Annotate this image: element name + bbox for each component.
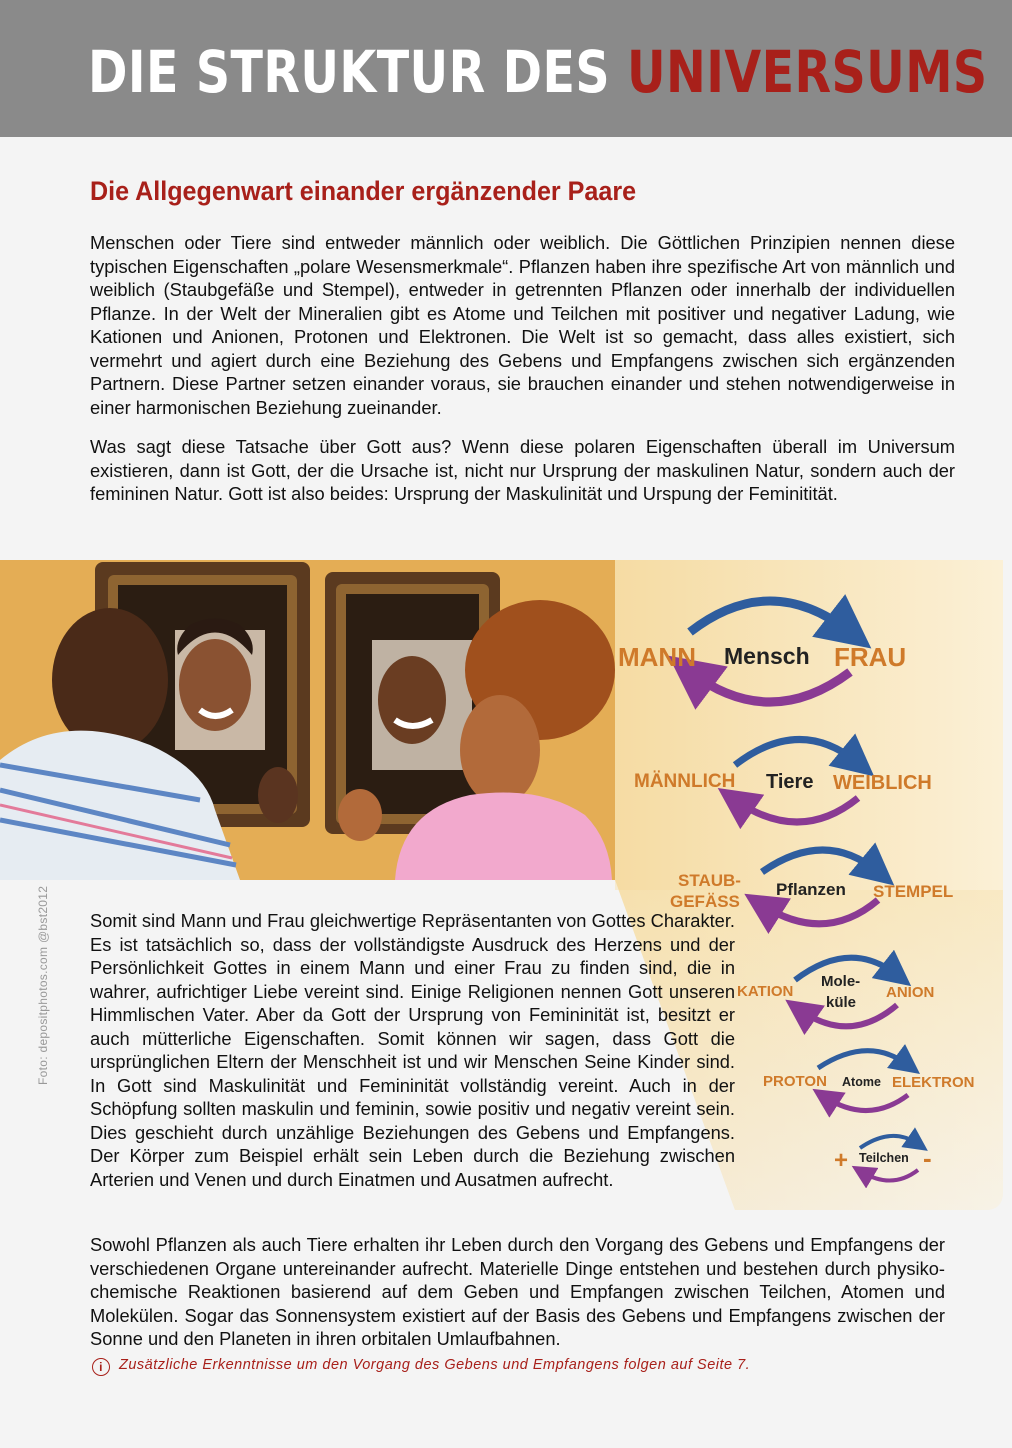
page-title-part1: DIE STRUKTUR DES: [88, 38, 628, 106]
paragraph-2: Was sagt diese Tatsache über Gott aus? Wenn diese polaren Eigenschaften überall im Universum existieren, dann ist Gott, der die Ursache ist, nicht nur Ursprung der maskulinen Natur, sondern auch der femininen Natur. Gott ist also beides: Ursprung der Maskulinität und Urspung der Feminitität.: [90, 436, 955, 504]
label-teilchen: Teilchen: [859, 1151, 909, 1165]
section-subtitle: Die Allgegenwart einander ergänzender Paare: [90, 176, 637, 206]
photo-credit: Foto: depositphotos.com @bst2012: [36, 885, 50, 1085]
label-plus: +: [834, 1147, 849, 1174]
label-maennlich: MÄNNLICH: [634, 771, 736, 792]
label-frau: FRAU: [834, 642, 907, 672]
label-staub: STAUB-: [678, 871, 741, 890]
page-title-part2: UNIVERSUMS: [627, 38, 988, 106]
label-anion: ANION: [886, 984, 935, 1001]
info-circle-icon: i: [92, 1358, 110, 1376]
label-kuele: küle: [826, 994, 857, 1011]
label-pflanzen: Pflanzen: [776, 880, 846, 899]
header-bar: [0, 0, 1012, 137]
note-text: Zusätzliche Erkenntnisse um den Vorgang des Gebens und Empfangens folgen auf Seite 7.: [119, 1357, 751, 1373]
label-gefaess: GEFÄSS: [670, 892, 740, 911]
label-tiere: Tiere: [766, 771, 814, 793]
label-mole: Mole-: [821, 973, 861, 990]
label-proton: PROTON: [763, 1073, 827, 1090]
paragraph-1: Menschen oder Tiere sind entweder männlich oder weiblich. Die Göttlichen Prinzipien nennen diese typischen Eigenschaften „polare Wesensmerkmale“. Pflanzen haben ihre spezifische Art von männlich und weiblich (Staubgefäße und Stempel), entweder in getrennten Pflanzen oder innerhalb der individuellen Pflanze. In der Welt der Mineralien gibt es Atome und Teilchen mit positiver und negativer Ladung, wie Kationen und Anionen, Protonen und Elektronen. Die Welt ist so gemacht, dass alles existiert, sich vermehrt und agiert durch eine Beziehung des Gebens und Empfangens zwischen sich ergänzenden Partnern. Diese Partner setzen einander voraus, sie brauchen einander und stehen notwendigerweise in einer harmonischen Beziehung zueinander.: [90, 232, 955, 418]
label-mensch: Mensch: [724, 643, 810, 669]
label-mann: MANN: [618, 642, 696, 672]
paragraph-3: Somit sind Mann und Frau gleichwertige Repräsentanten von Gottes Charakter. Es ist tatsächlich so, dass der vollständigste Ausdruck des Herzens und der Persönlichkeit Gottes in einem Mann und einer Frau zu finden sind, die in wahrer, aufrichtiger Liebe vereint sind. Einige Religionen nennen Gott unseren Himmlischen Vater. Aber da Gott der Ursprung von Femininität ist, besitzt er auch mütterliche Eigenschaften. Somit können wir sagen, dass Gott die ursprünglichen Eltern der Menschheit ist und wir Menschen Seine Kinder sind. In Gott sind Maskulinität und Femininität vollständig vereint. Auch in der Schöpfung sollten maskulin und feminin, sowie positiv und negativ vereint sein. Dies geschieht durch unzählige Beziehungen des Gebens und Empfangens. Der Körper zum Beispiel erhält sein Leben durch die Beziehung zwischen Arterien und Venen und durch Einatmen und Ausatmen aufrecht.: [90, 910, 735, 1190]
label-stempel: STEMPEL: [873, 882, 954, 901]
label-minus: -: [923, 1143, 932, 1173]
page-title: [88, 38, 988, 106]
label-weiblich: WEIBLICH: [833, 772, 932, 794]
page-reference-note: [92, 1357, 750, 1376]
label-elektron: ELEKTRON: [892, 1074, 975, 1091]
label-kation: KATION: [737, 983, 794, 1000]
label-atome: Atome: [842, 1075, 881, 1089]
paragraph-4: Sowohl Pflanzen als auch Tiere erhalten ihr Leben durch den Vorgang des Gebens und Empfangens der verschiedenen Organe untereinander aufrecht. Materielle Dinge entstehen und bestehen durch physiko-chemische Reaktionen basierend auf dem Geben und Empfangen zwischen Teilchen, Atomen und Molekülen. Sogar das Sonnensystem existiert auf der Basis des Gebens und Empfangens zwischen der Sonne und den Planeten in ihren orbitalen Umlaufbahnen.: [90, 1234, 945, 1349]
